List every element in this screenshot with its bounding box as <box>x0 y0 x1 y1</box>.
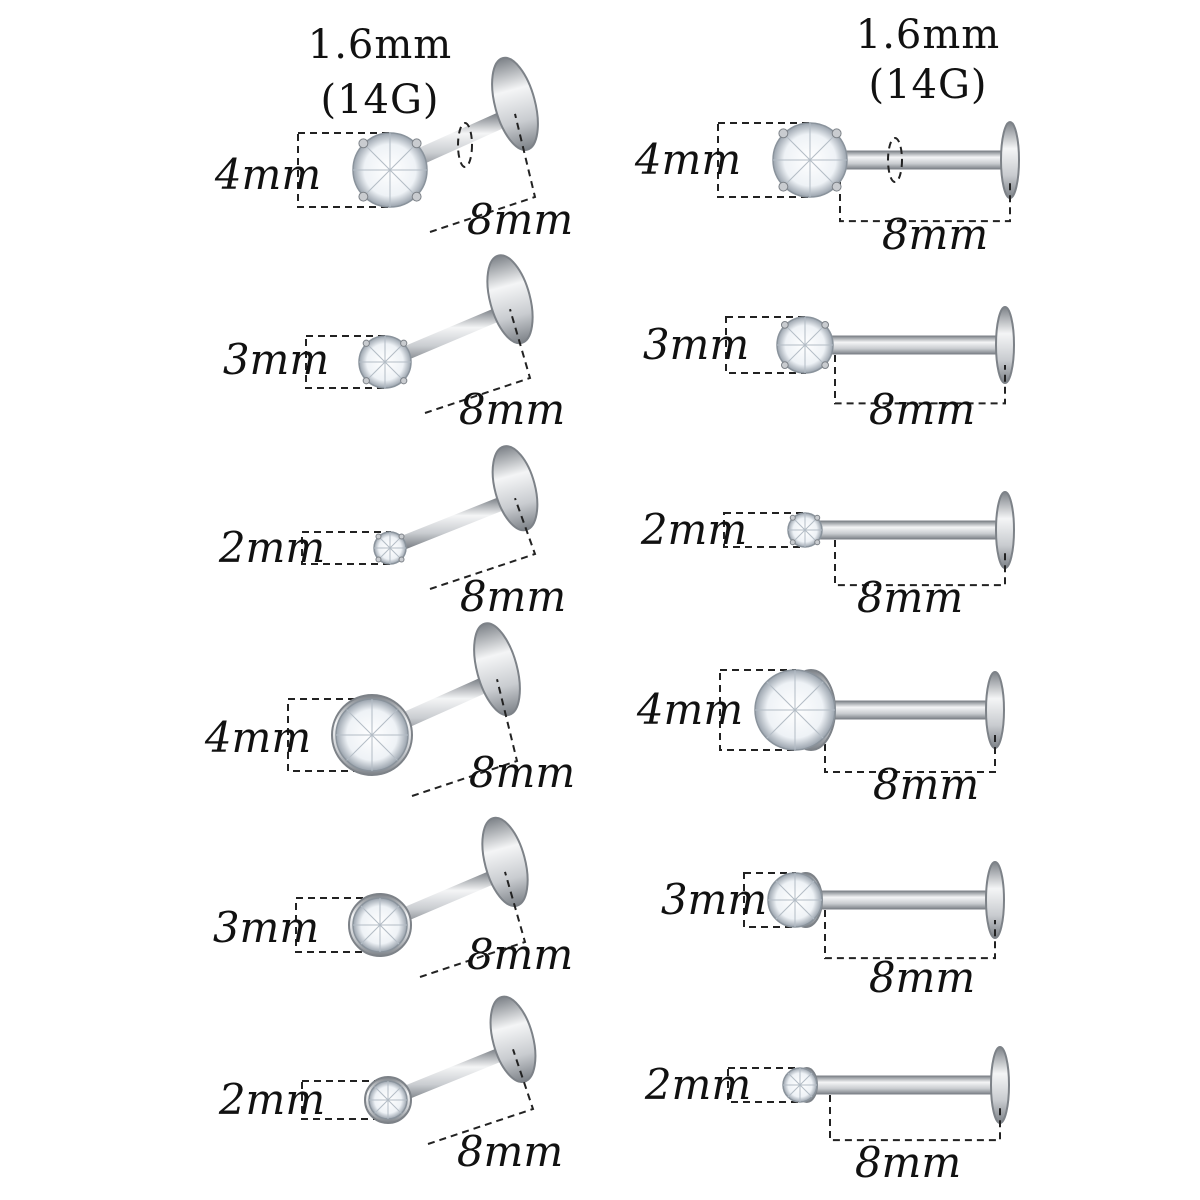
length-label: 8mm <box>468 748 576 797</box>
right-stud-3 <box>724 492 1014 585</box>
prong <box>359 192 368 201</box>
length-label: 8mm <box>856 573 964 622</box>
post-bar <box>795 891 995 909</box>
right-stud-1 <box>718 122 1019 221</box>
flat-back-disc <box>482 992 543 1087</box>
prong <box>376 534 381 539</box>
prong <box>363 340 369 346</box>
gauge-label: 1.6mm <box>307 22 453 68</box>
diameter-label: 2mm <box>218 523 326 572</box>
flat-back-disc <box>479 250 541 348</box>
length-label: 8mm <box>868 385 976 434</box>
length-label: 8mm <box>872 760 980 809</box>
prong <box>832 129 841 138</box>
post-bar <box>805 521 1005 539</box>
diameter-label: 3mm <box>212 903 320 952</box>
length-dimension-line <box>825 910 995 958</box>
length-label: 8mm <box>466 195 574 244</box>
prong <box>412 192 421 201</box>
prong <box>815 540 820 545</box>
diameter-label: 4mm <box>214 150 322 199</box>
gauge-label: 1.6mm <box>855 12 1001 58</box>
diameter-label: 4mm <box>204 713 312 762</box>
prong <box>359 139 368 148</box>
diameter-label: 3mm <box>222 335 330 384</box>
diameter-label: 3mm <box>642 320 750 369</box>
prong <box>399 557 404 562</box>
length-label: 8mm <box>868 953 976 1002</box>
post-bar <box>805 336 1005 354</box>
gauge-alt-label: (14G) <box>320 77 440 123</box>
prong <box>781 362 788 369</box>
diameter-label: 3mm <box>660 875 768 924</box>
prong <box>822 362 829 369</box>
prong <box>412 139 421 148</box>
post-bar <box>800 1076 1000 1094</box>
flat-back-disc <box>474 813 536 911</box>
left-stud-6 <box>302 992 544 1144</box>
length-dimension-line <box>830 1095 1000 1140</box>
flat-back-disc <box>996 307 1014 383</box>
flat-back-disc <box>986 862 1004 938</box>
diameter-label: 4mm <box>636 685 744 734</box>
left-stud-3 <box>302 441 545 589</box>
prong <box>822 321 829 328</box>
prong <box>363 378 369 384</box>
length-label: 8mm <box>854 1138 962 1187</box>
prong <box>815 515 820 520</box>
length-label: 8mm <box>466 930 574 979</box>
length-label: 8mm <box>459 572 567 621</box>
diameter-label: 4mm <box>634 135 742 184</box>
length-label: 8mm <box>458 385 566 434</box>
prong <box>401 378 407 384</box>
right-stud-5 <box>744 862 1004 958</box>
right-stud-6 <box>728 1047 1009 1140</box>
prong <box>790 540 795 545</box>
prong <box>832 182 841 191</box>
post-bar <box>390 498 515 548</box>
diameter-label: 2mm <box>644 1060 752 1109</box>
length-label: 8mm <box>881 210 989 259</box>
flat-back-disc <box>465 618 528 720</box>
prong <box>781 321 788 328</box>
flat-back-disc <box>485 441 546 535</box>
prong <box>779 182 788 191</box>
gauge-alt-label: (14G) <box>868 62 988 108</box>
diameter-label: 2mm <box>218 1075 326 1124</box>
length-label: 8mm <box>456 1127 564 1176</box>
prong <box>399 534 404 539</box>
diameter-label: 2mm <box>640 505 748 554</box>
right-stud-4 <box>720 670 1004 772</box>
prong <box>779 129 788 138</box>
prong <box>790 515 795 520</box>
prong <box>401 340 407 346</box>
prong <box>376 557 381 562</box>
flat-back-disc <box>483 53 546 155</box>
